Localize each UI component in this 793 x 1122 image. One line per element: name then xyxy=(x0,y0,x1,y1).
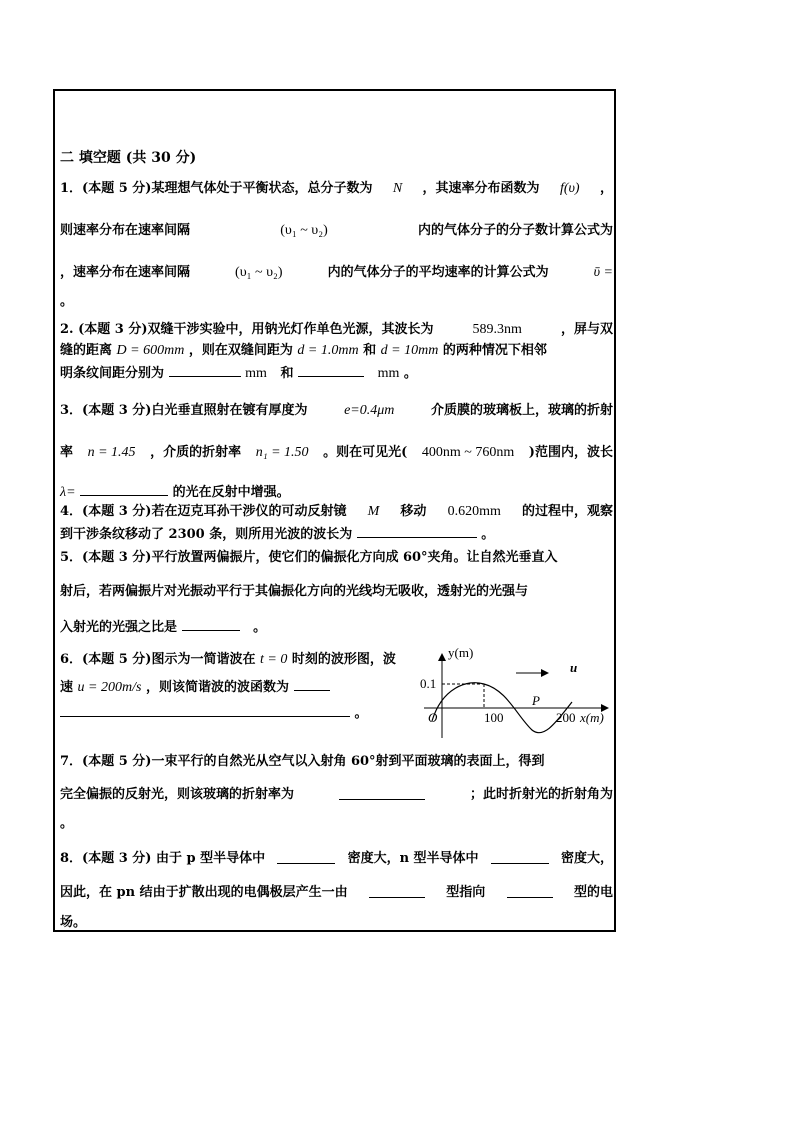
q2-d1: d = 1.0mm xyxy=(297,343,359,358)
q2-text: 明条纹间距分别为 xyxy=(60,366,165,381)
q8-text: 密度大，n 型半导体中 xyxy=(347,851,479,866)
q6-text: 速 xyxy=(60,680,74,695)
q6-text: 6．(本题 5 分)图示为一简谐波在 xyxy=(60,652,256,667)
q6-u: u = 200m/s xyxy=(77,680,142,695)
q8-answer-blank-4[interactable] xyxy=(507,885,553,898)
q8-answer-blank-3[interactable] xyxy=(369,885,425,898)
y-axis-label: y(m) xyxy=(448,646,474,660)
q4-text: 移动 xyxy=(400,504,427,519)
q3-text: 。则在可见光( xyxy=(323,445,408,460)
q3-range: 400nm ~ 760nm xyxy=(421,445,515,460)
q1-text: ，速率分布在速率间隔 xyxy=(60,265,191,280)
q8-text: 密度大， xyxy=(560,851,613,866)
q5-line1: 5．(本题 3 分)平行放置两偏振片，使它们的偏振化方向成 60°夹角。让自然光垂直入 xyxy=(60,550,558,565)
q2-line2 xyxy=(60,343,547,359)
q2-answer-blank-2[interactable] xyxy=(298,364,364,377)
q1-line4: 。 xyxy=(60,294,74,309)
q1-range: (υ₁ ~ υ₂) xyxy=(280,223,328,238)
point-p-label: P xyxy=(532,693,540,708)
q5-line2: 射后，若两偏振片对光振动平行于其偏振化方向的光线均无吸收，透射光的光强与 xyxy=(60,584,529,599)
q1-N: N xyxy=(392,181,403,196)
velocity-label: u xyxy=(570,660,578,675)
q1-line3 xyxy=(60,265,613,281)
q4-line2 xyxy=(60,525,494,543)
q3-line1 xyxy=(60,403,613,419)
q6-t: t = 0 xyxy=(259,652,288,667)
q8-line3: 场。 xyxy=(60,915,87,930)
wave-figure xyxy=(412,646,612,746)
q2-text: 和 xyxy=(280,366,294,381)
q6-line1 xyxy=(60,652,396,668)
q3-n: n = 1.45 xyxy=(87,445,136,460)
q7-line1: 7．(本题 5 分)一束平行的自然光从空气以入射角 60°射到平面玻璃的表面上，得到 xyxy=(60,754,545,769)
q3-text: )范围内，波长 xyxy=(528,445,613,460)
q3-thickness: e=0.4μm xyxy=(344,403,395,418)
q2-text: 2. (本题 3 分)双缝干涉实验中，用钠光灯作单色光源，其波长为 xyxy=(60,322,434,337)
q6-text: 。 xyxy=(354,706,368,721)
q4-answer-blank[interactable] xyxy=(357,525,477,538)
q5-text: 。 xyxy=(253,620,267,635)
q2-line3 xyxy=(60,364,417,382)
q3-answer-blank[interactable] xyxy=(80,483,168,496)
q3-n1: n₁ = 1.50 xyxy=(255,445,309,460)
q5-line3 xyxy=(60,618,266,636)
tick-label-100: 100 xyxy=(484,710,504,725)
tick-label-200: 200 xyxy=(556,710,576,725)
q3-text: ，介质的折射率 xyxy=(150,445,242,460)
q2-text: 和 xyxy=(363,343,377,358)
q7-line3: 。 xyxy=(60,816,74,831)
q8-answer-blank-2[interactable] xyxy=(491,851,549,864)
q7-line2 xyxy=(60,787,613,803)
q2-text: ，屏与双 xyxy=(560,322,613,337)
q4-text: 4．(本题 3 分)若在迈克耳孙干涉仪的可动反射镜 xyxy=(60,504,347,519)
q4-distance: 0.620mm xyxy=(447,504,501,519)
q4-text: 的过程中，观察 xyxy=(521,504,613,519)
q1-text: 内的气体分子的平均速率的计算公式为 xyxy=(327,265,549,280)
q2-wavelength: 589.3nm xyxy=(472,322,522,337)
q6-answer-blank-2[interactable] xyxy=(60,704,350,717)
q7-text: ；此时折射光的折射角为 xyxy=(469,787,613,802)
q6-text: ，则该简谐波的波函数为 xyxy=(145,680,289,695)
q1-text: ， xyxy=(599,181,613,196)
q6-line3 xyxy=(60,704,368,722)
q8-line2 xyxy=(60,885,613,901)
amplitude-label: 0.1 xyxy=(420,676,437,691)
q1-text: 1．(本题 5 分)某理想气体处于平衡状态，总分子数为 xyxy=(60,181,373,196)
q7-answer-blank[interactable] xyxy=(339,787,425,800)
q1-text: 则速率分布在速率间隔 xyxy=(60,223,191,238)
q8-text: 8．(本题 3 分) 由于 p 型半导体中 xyxy=(60,851,266,866)
q2-unit: mm xyxy=(245,366,267,381)
q3-line3 xyxy=(60,483,290,501)
q1-f: f(υ) xyxy=(559,181,580,196)
q5-text: 入射光的光强之比是 xyxy=(60,620,178,635)
q2-line1 xyxy=(60,322,613,338)
q2-text: ，则在双缝间距为 xyxy=(188,343,293,358)
q1-line2 xyxy=(60,223,613,239)
q7-text: 完全偏振的反射光，则该玻璃的折射率为 xyxy=(60,787,295,802)
q2-D: D = 600mm xyxy=(116,343,185,358)
q1-text: ，其速率分布函数为 xyxy=(422,181,540,196)
q3-text: 介质膜的玻璃板上，玻璃的折射 xyxy=(430,403,613,418)
q4-line1 xyxy=(60,504,613,520)
q2-text: 的两种情况下相邻 xyxy=(442,343,547,358)
q1-range: (υ₁ ~ υ₂) xyxy=(235,265,283,280)
q1-vbar: ῡ = xyxy=(593,265,613,280)
q3-text: 3．(本题 3 分)白光垂直照射在镀有厚度为 xyxy=(60,403,308,418)
q6-answer-blank-1[interactable] xyxy=(294,678,330,691)
q4-text: 到干涉条纹移动了 2300 条，则所用光波的波长为 xyxy=(60,527,353,542)
origin-label: O xyxy=(428,710,438,725)
q8-text: 因此，在 pn 结由于扩散出现的电偶极层产生一由 xyxy=(60,885,348,900)
q2-d2: d = 10mm xyxy=(380,343,439,358)
q2-text: 。 xyxy=(403,366,417,381)
q6-text: 时刻的波形图，波 xyxy=(291,652,396,667)
q3-lambda: λ= xyxy=(60,485,76,500)
section-title: 二 填空题 (共 30 分) xyxy=(60,150,197,166)
q1-text: 内的气体分子的分子数计算公式为 xyxy=(417,223,613,238)
q3-text: 的光在反射中增强。 xyxy=(172,485,290,500)
q8-text: 型的电 xyxy=(573,885,613,900)
q6-line2 xyxy=(60,678,330,696)
q8-line1 xyxy=(60,851,613,867)
q2-unit: mm xyxy=(377,366,400,381)
q4-text: 。 xyxy=(481,527,495,542)
q3-line2 xyxy=(60,445,613,461)
q1-line1 xyxy=(60,181,613,197)
q2-answer-blank-1[interactable] xyxy=(169,364,241,377)
q3-text: 率 xyxy=(60,445,74,460)
q2-text: 缝的距离 xyxy=(60,343,113,358)
q8-answer-blank-1[interactable] xyxy=(277,851,335,864)
x-axis-label: x(m) xyxy=(580,710,604,725)
q5-answer-blank[interactable] xyxy=(182,618,240,631)
q8-text: 型指向 xyxy=(446,885,486,900)
q4-M: M xyxy=(367,504,380,519)
